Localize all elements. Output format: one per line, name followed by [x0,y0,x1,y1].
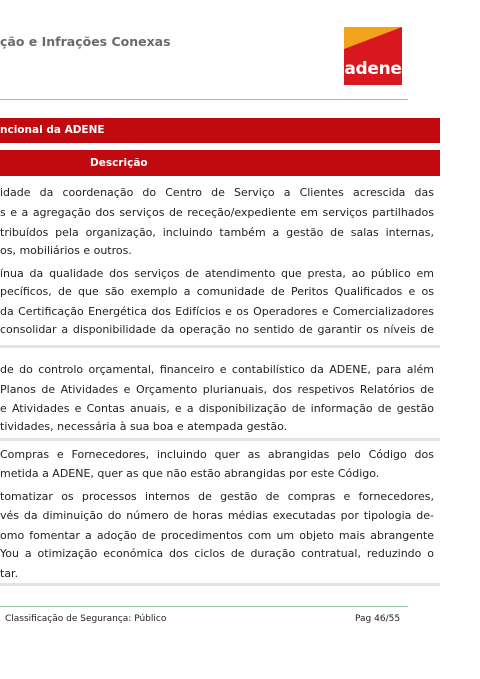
footer-divider [0,606,408,607]
table-column-header-bar [0,150,440,176]
text-line: de do controlo orçamental, financeiro e contabilístico da ADENE, para além [0,363,434,376]
text-line: tribuídos pela organização, incluindo também a gestão de salas internas, [0,226,434,239]
text-line: consolidar a disponibilidade da operação no sentido de garantir os níveis de [0,323,434,336]
table-row [0,446,440,586]
text-line: os, mobiliários e outros. [0,244,132,257]
row-separator [0,345,440,348]
column-header-description: Descrição [90,157,148,169]
text-line: omo fomentar a adoção de procedimentos com um objeto mais abrangente [0,529,434,542]
table-row [0,361,440,441]
text-line: e Atividades e Contas anuais, e a disponibilização de informação de gestão [0,402,434,415]
text-line: ínua da qualidade dos serviços de atendimento que presta, ao público em [0,267,434,280]
text-line: idade da coordenação do Centro de Serviço a Clientes acrescida das [0,186,434,199]
adene-logo [344,27,402,85]
text-line: tividades, necessária à sua boa e atempada gestão. [0,420,288,433]
text-line: vés da diminuição do número de horas médias executadas por tipologia de- [0,509,434,522]
header-divider [0,99,408,100]
text-line: pecíficos, de que são exemplo a comunidade de Peritos Qualificados e os [0,285,434,298]
logo-text: adene [344,59,402,79]
text-line: metida a ADENE, quer as que não estão abrangidas por este Código. [0,467,380,480]
row-separator [0,583,440,586]
text-line: tar. [0,567,19,580]
logo-orange-triangle [344,27,402,49]
text-line: da Certificação Energética dos Edifícios e os Operadores e Comercializadores [0,305,434,318]
security-classification: Classificação de Segurança: Público [5,614,167,624]
text-line: Planos de Atividades e Orçamento plurianuais, dos respetivos Relatórios de [0,383,434,396]
text-line: tomatizar os processos internos de gestão de compras e fornecedores, [0,490,434,503]
document-section-title: ção e Infrações Conexas [0,34,171,49]
page-number: Pag 46/55 [355,614,401,624]
text-line: You a otimização económica dos ciclos de duração contratual, reduzindo o [0,547,434,560]
row-separator [0,438,440,441]
table-section-title-bar [0,118,440,143]
text-line: s e a agregação dos serviços de receção/expediente em serviços partilhados [0,206,434,219]
table-section-title: ncional da ADENE [0,124,105,136]
table-row [0,184,440,348]
text-line: Compras e Fornecedores, incluindo quer as abrangidas pelo Código dos [0,448,434,461]
